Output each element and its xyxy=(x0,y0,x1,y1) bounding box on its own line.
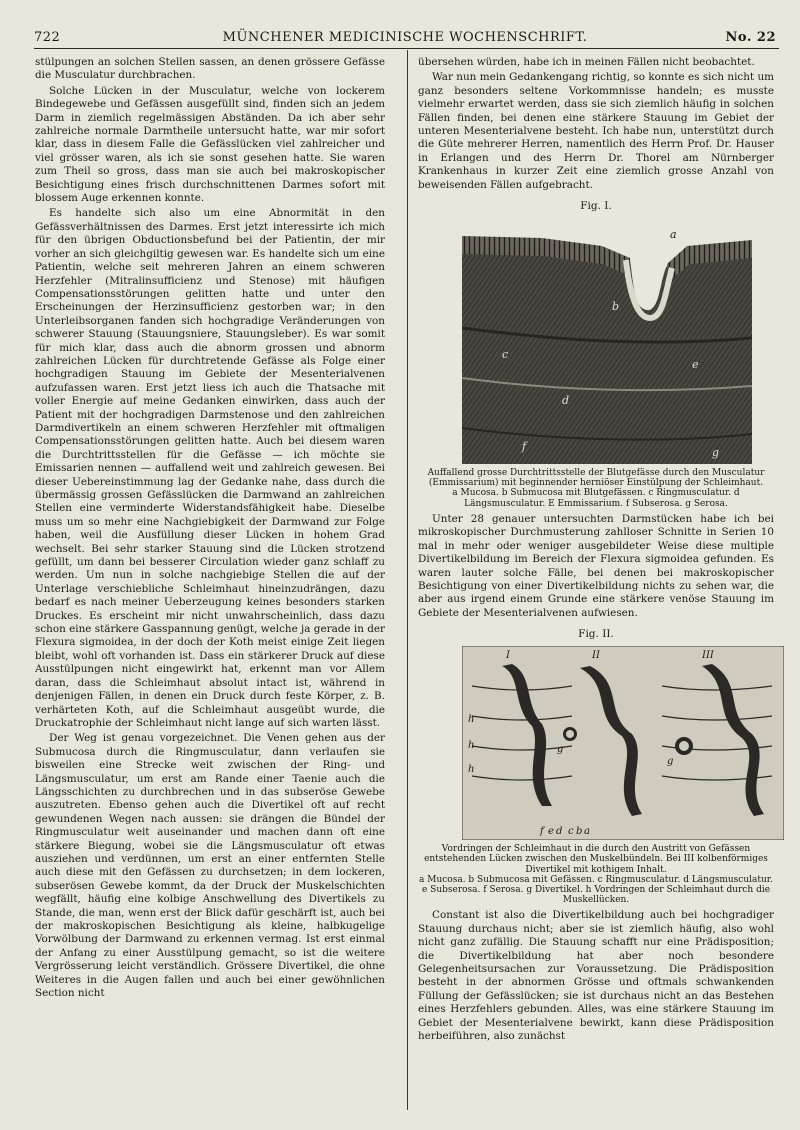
fig2-label-b: b xyxy=(576,826,583,838)
right-column xyxy=(418,56,774,1045)
header-rule xyxy=(34,48,779,49)
fig1-label-f: f xyxy=(522,440,527,454)
paragraph: Es handelte sich also um eine Abnormität in den Gefässverhältnissen des Darmes. Erst jetzt interessirte ich mich für den übrigen Obductionsbefund bei der Patientin, der mir vorher an sich gleichgiltig gewesen war. Es handelte sich um eine Patientin, welche seit mehreren Jahren an einem schweren Herzfehler (Mitralinsufficienz und Stenose) mit häufigen Compensationsstörungen gelitten hatte und unter den Erscheinungen der Herzinsufficienz gestorben war; in den Unterleibsorganen fanden sich hochgradige Veränderungen von schwerer Stauung (Stauungsniere, Stauungsleber). Es war somit für mich klar, dass auch die abnorm grossen und abnorm zahlreichen Lücken für durchtretende Gefässe als Folge einer hochgradigen Stauung im Gebiete der Mesenterialvenen aufzufassen waren. Erst jetzt liess ich auch die Thatsache mit voller Energie auf meine Gedanken einwirken, dass auch der Patient mit der hochgradigen Darmstenose und den zahlreichen Darmdivertikeln an einem schweren Herzfehler mit oftmaligen Compensationsstörungen gelitten hatte. Auch bei diesem waren die Durchtrittsstellen für die Gefässe — ich möchte sie Emissarien nennen — auffallend weit und zahlreich gewesen. Bei dieser Uebereinstimmung lag der Gedanke nahe, dass durch die übermässig grossen Gefässlücken die Darmwand an zahlreichen Stellen eine verminderte Widerstandsfähigkeit habe. Dieselbe muss um so mehr eine Nachgiebigkeit der Darmwand zur Folge haben, weil die Ausfüllung dieser Lücken in hohem Grad wechselt. Bei sehr starker Stauung sind die Lücken strotzend gefüllt, um dann bei besserer Circulation wieder ganz schlaff zu werden. Um nun in solche nachgiebige Stellen die auf der Unterlage verschiebliche Schleimhaut hineinzudrängen, dazu bedarf es nach meiner Ueberzeugung keines besonders starken Druckes. Es erscheint mir nicht unwahrscheinlich, dass dazu schon eine stärkere Gasspannung genügt, welche ja gerade in der Flexura sigmoidea, in der doch der Koth meist einige Zeit liegen bleibt, wohl oft vorhanden ist. Dass ein stärkerer Druck auf diese Ausstülpungen nicht eingewirkt hat, erkennt man vor Allem daran, dass die Schleimhaut absolut intact ist, während in denjenigen Fällen, in denen ein Druck durch feste Körper, z. B. verhärteten Koth, auf die Schleimhaut ausgeübt wurde, die Druckatrophie der Schleimhaut nicht lange auf sich warten lässt. xyxy=(35,207,385,729)
paragraph: Unter 28 genauer untersuchten Darmstücken habe ich bei mikroskopischer Durchmusterung zahlloser Schnitte in Serien 10 mal in mehr oder weniger ausgebildeter Weise diese multiple Divertikelbildung im Bereich der Flexura sigmoidea gefunden. Es waren lauter solche Fälle, bei denen bei makroskopischer Besichtigung von einer Divertikelbildung nichts zu sehen war, die aber aus irgend einem Grunde eine stärkere venöse Stauung im Gebiete der Mesenterialvenen aufwiesen. xyxy=(418,512,774,619)
page-header xyxy=(34,26,776,48)
fig2-label-c: c xyxy=(568,826,574,838)
figure-1-micrograph xyxy=(462,218,752,464)
fig2-label-h: h xyxy=(468,764,475,776)
figure-2-title: Fig. II. xyxy=(578,628,614,641)
fig2-label-II: II xyxy=(592,650,600,662)
fig2-label-e: e xyxy=(548,826,554,838)
paragraph: War nun mein Gedankengang richtig, so konnte es sich nicht um ganz besonders seltene Vorkommnisse handeln; es musste vielmehr erwartet werden, dass sie sich ziemlich häufig in solchen Fällen finden, bei denen eine stärkere Stauung im Gebiet der unteren Mesenterialvene besteht. Ich habe nun, unterstützt durch die Güte mehrerer Herren, namentlich des Herrn Prof. Dr. Hauser in Erlangen und des Herrn Dr. Thorel am Nürnberger Krankenhaus in kurzer Zeit eine ziemlich grosse Anzahl von beweisenden Fällen aufgebracht. xyxy=(418,71,774,191)
page-number: 722 xyxy=(34,30,61,45)
paragraph: Constant ist also die Divertikelbildung auch bei hochgradiger Stauung durchaus nicht; aber sie ist ziemlich häufig, also wohl nicht ganz zufällig. Die Stauung schafft nur eine Prädisposition; die Divertikelbildung hat aber noch besondere Gelegenheitsursachen zur Voraussetzung. Die Prädisposition besteht in der abnormen Grösse und oftmals schwankenden Füllung der Gefässlücken; sie ist durchaus nicht an das Bestehen eines Herzfehlers gebunden. Alles, was eine stärkere Stauung im Gebiet der Mesenterialvene bewirkt, kann diese Prädisposition herbeiführen, also zunächst xyxy=(418,909,774,1042)
fig2-label-g: g xyxy=(667,756,674,768)
fig1-label-c: c xyxy=(502,348,509,362)
paragraph: stülpungen an solchen Stellen sassen, an denen grössere Gefässe die Musculatur durchbrachen. xyxy=(35,56,385,82)
fig2-label-h: h xyxy=(468,740,475,752)
figure-1-caption-text: Auffallend grosse Durchtrittsstelle der Blutgefässe durch den Musculatur (Emmissarium) mit beginnender herniöser Einstülpung der Schleimhaut. xyxy=(427,468,765,489)
fig2-label-f: f xyxy=(540,826,544,838)
fig1-label-g: g xyxy=(712,446,720,460)
left-column xyxy=(35,56,385,1002)
fig2-label-I: I xyxy=(506,650,510,662)
figure-2-legend: a Mucosa. b Submucosa mit Gefässen. c Ringmusculatur. d Längsmusculatur. e Subserosa. f Serosa. g Divertikel. h Vordringen der Schleimhaut durch die Muskellücken. xyxy=(419,874,773,906)
figure-1-caption xyxy=(418,468,774,509)
fig2-label-g: g xyxy=(557,744,564,756)
fig2-label-d: d xyxy=(556,826,563,838)
fig1-label-b: b xyxy=(612,300,620,314)
figure-1-legend: a Mucosa. b Submucosa mit Blutgefässen. c Ringmusculatur. d Längsmusculatur. E Emmissarium. f Subserosa. g Serosa. xyxy=(452,488,740,509)
figure-2-image xyxy=(462,646,784,840)
fig1-label-a: a xyxy=(670,228,677,242)
fig1-label-d: d xyxy=(562,394,570,408)
fig2-label-a: a xyxy=(584,826,590,838)
paragraph: Der Weg ist genau vorgezeichnet. Die Venen gehen aus der Submucosa durch die Ringmusculatur, dann verlaufen sie bisweilen eine Strecke weit zwischen der Ring- und Längsmusculatur, um erst am Rande einer Taenie auch die Längsschichten zu durchbrechen und in das subseröse Gewebe auszutreten. Ebenso gehen auch die Divertikel oft auf recht gewundenen Wegen nach aussen: sie drängen die Bündel der Ringmusculatur weit auseinander und machen dann oft eine stärkere Biegung, wobei sie die Längsmusculatur oft etwas ausziehen und verdünnen, um erst an einer entfernten Stelle auch diese mit den Gefässen zu durchsetzen; in dem lockeren, subserösen Gewebe kommt, da der Druck der Muskelschichten wegfällt, häufig eine kolbige Anschwellung des Divertikels zu Stande, die man, wenn erst der Blick dafür geschärft ist, auch bei der makroskopischen Besichtigung als kleine, halbkugelige Vorwölbung der Darmwand zu erkennen vermag. Ist erst einmal der Anfang zu einer Ausstülpung gemacht, so ist die weitere Vergrösserung leicht verständlich. Grössere Divertikel, die ohne Weiteres in die Augen fallen und auch bei einer gewöhnlichen Section nicht xyxy=(35,732,385,1000)
fig1-label-e: e xyxy=(692,358,699,372)
column-divider xyxy=(407,50,408,1110)
figure-1-title: Fig. I. xyxy=(580,200,612,213)
paragraph: Solche Lücken in der Musculatur, welche von lockerem Bindegewebe und Gefässen ausgefüllt sind, finden sich an jedem Darm in ziemlich regelmässigen Abständen. Da ich aber sehr zahlreiche normale Darmtheile untersucht hatte, war mir sofort klar, dass in diesem Falle die Gefässlücken viel zahlreicher und viel grösser waren, als ich sie sonst gesehen hatte. Sie waren zum Theil so gross, dass man sie auch bei makroskopischer Besichtigung eines frisch durchschnittenen Darmes sofort mit blossem Auge erkennen konnte. xyxy=(35,84,385,205)
figure-2-micrograph xyxy=(462,646,784,840)
figure-2-caption-text: Vordringen der Schleimhaut in die durch den Austritt von Gefässen entstehenden Lücken zwischen den Muskelbündeln. Bei III kolbenförmiges Divertikel mit kothigem Inhalt. xyxy=(424,844,768,875)
journal-title: MÜNCHENER MEDICINISCHE WOCHENSCHRIFT. xyxy=(222,30,588,45)
paragraph: übersehen würden, habe ich in meinen Fällen nicht beobachtet. xyxy=(418,56,755,68)
fig2-label-III: III xyxy=(702,650,714,662)
fig2-label-h: h xyxy=(468,714,475,726)
issue-number: No. 22 xyxy=(725,30,776,45)
figure-1-image xyxy=(462,218,752,464)
figure-2-caption xyxy=(418,844,774,905)
